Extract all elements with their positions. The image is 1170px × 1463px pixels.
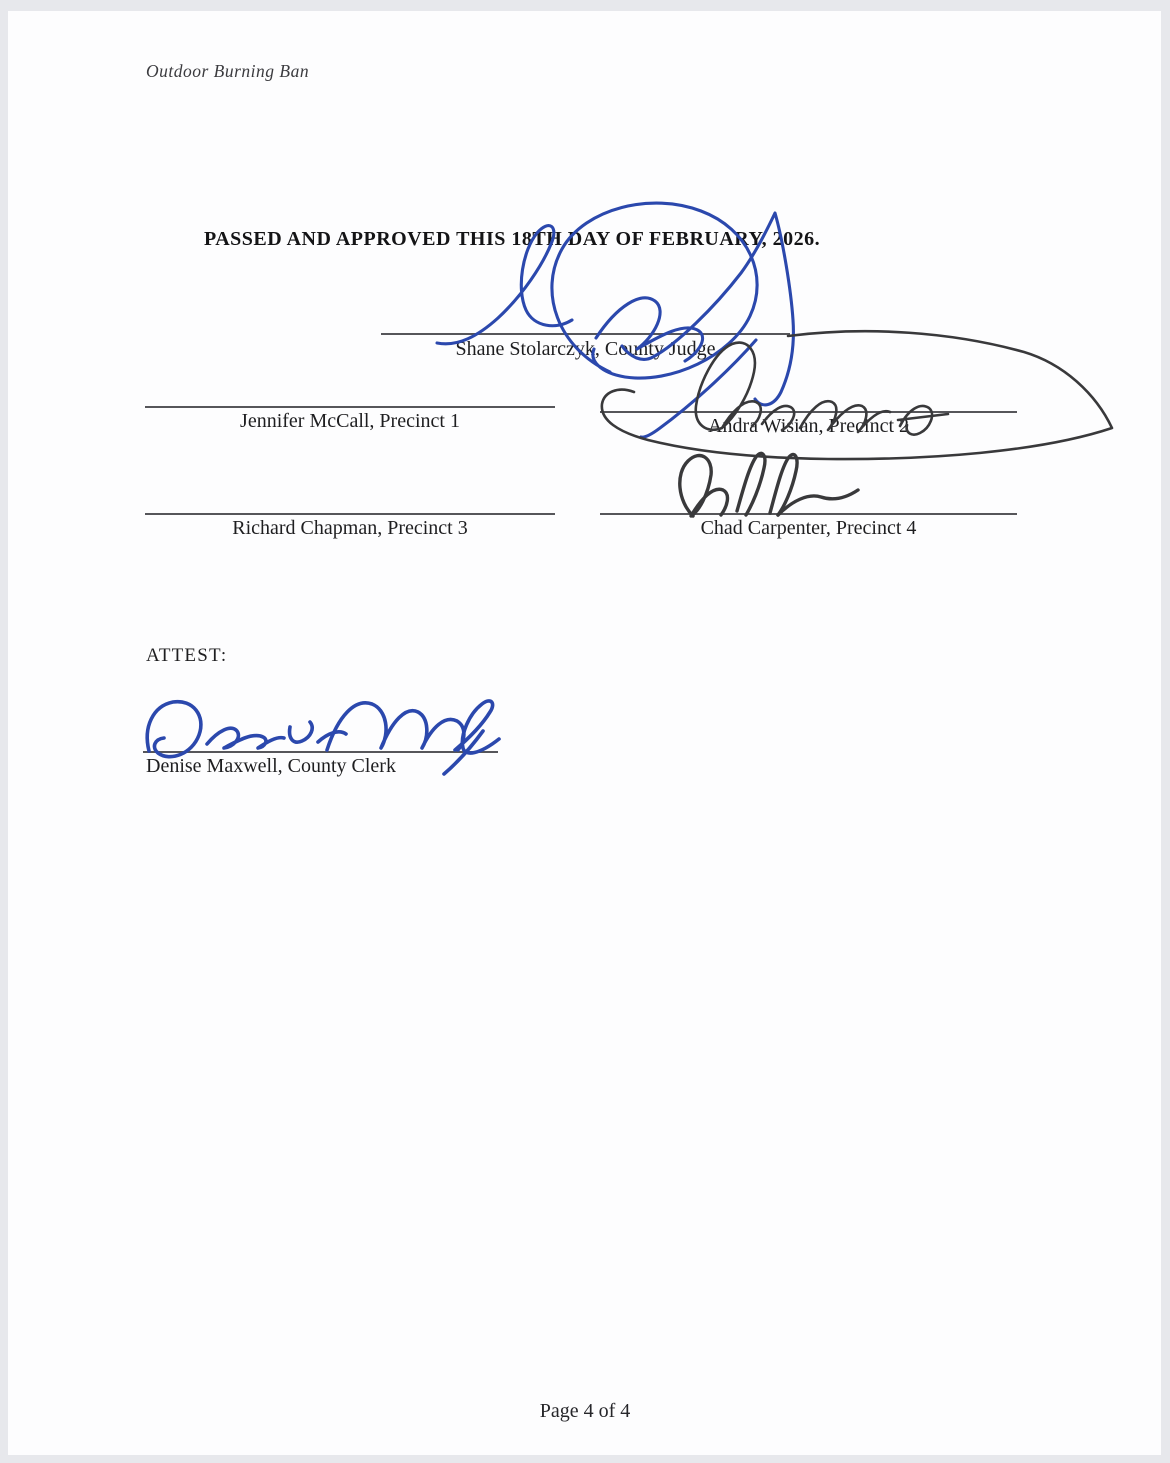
precinct2-signature-line: [600, 411, 1017, 413]
precinct1-signature-line: [145, 406, 555, 408]
judge-signature-line: [381, 333, 790, 335]
precinct4-signature-line: [600, 513, 1017, 515]
precinct4-name-label: Chad Carpenter, Precinct 4: [700, 517, 917, 539]
clerk-name-label: Denise Maxwell, County Clerk: [146, 755, 396, 777]
approval-statement: PASSED AND APPROVED THIS 18TH DAY OF FEBRUARY, 2026.: [204, 228, 821, 250]
precinct1-name-label: Jennifer McCall, Precinct 1: [240, 410, 460, 432]
precinct3-signature-line: [145, 513, 555, 515]
precinct3-name-label: Richard Chapman, Precinct 3: [232, 517, 468, 539]
judge-name-label: Shane Stolarczyk, County Judge: [455, 338, 716, 360]
document-header: Outdoor Burning Ban: [146, 61, 310, 81]
attest-label: ATTEST:: [146, 645, 228, 666]
precinct2-name-label: Andra Wisian, Precinct 2: [708, 415, 909, 437]
clerk-signature-line: [143, 751, 498, 753]
page-number: Page 4 of 4: [539, 1400, 631, 1422]
